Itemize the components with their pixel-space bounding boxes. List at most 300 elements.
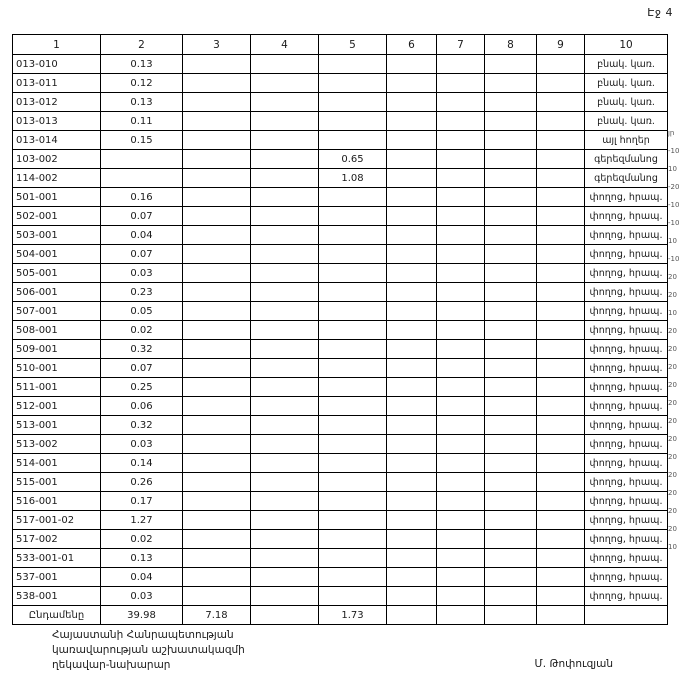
cell-col-3 bbox=[183, 131, 251, 150]
cell-col-6 bbox=[387, 530, 437, 549]
cell-col-4 bbox=[251, 435, 319, 454]
cell-col-2: 0.04 bbox=[101, 226, 183, 245]
cell-col-9 bbox=[537, 74, 585, 93]
cell-col-2: 0.14 bbox=[101, 454, 183, 473]
cell-col-10: փողոց, հրապ. bbox=[585, 454, 668, 473]
cell-col-2: 0.26 bbox=[101, 473, 183, 492]
cell-col-3 bbox=[183, 378, 251, 397]
cell-col-6 bbox=[387, 150, 437, 169]
margin-note: 10 bbox=[668, 543, 677, 551]
cell-col-6 bbox=[387, 245, 437, 264]
cell-col-6 bbox=[387, 492, 437, 511]
cell-col-6 bbox=[387, 568, 437, 587]
cell-col-1: 506-001 bbox=[13, 283, 101, 302]
cell-col-10: փողոց, հրապ. bbox=[585, 473, 668, 492]
cell-col-1: 505-001 bbox=[13, 264, 101, 283]
cell-col-8 bbox=[485, 378, 537, 397]
cell-col-7 bbox=[437, 302, 485, 321]
cell-col-8 bbox=[485, 283, 537, 302]
cell-col-1: 533-001-01 bbox=[13, 549, 101, 568]
signature-block bbox=[52, 628, 245, 673]
table-header-row bbox=[13, 35, 668, 55]
cell-col-3 bbox=[183, 150, 251, 169]
cell-col-9 bbox=[537, 492, 585, 511]
cell-col-4 bbox=[251, 530, 319, 549]
cell-col-2: 0.05 bbox=[101, 302, 183, 321]
margin-note bbox=[668, 52, 691, 70]
cell-col-6 bbox=[387, 340, 437, 359]
margin-note: -10 bbox=[668, 255, 680, 263]
cell-col-2: 0.12 bbox=[101, 74, 183, 93]
cell-col-4 bbox=[251, 112, 319, 131]
table-row bbox=[13, 416, 668, 435]
cell-col-9 bbox=[537, 397, 585, 416]
margin-note: 20 bbox=[668, 273, 677, 281]
cell-col-5 bbox=[319, 378, 387, 397]
cell-col-3 bbox=[183, 188, 251, 207]
cell-col-9 bbox=[537, 587, 585, 606]
margin-note: 10 bbox=[668, 237, 677, 245]
cell-col-3 bbox=[183, 416, 251, 435]
cell-col-1: 013-012 bbox=[13, 93, 101, 112]
cell-col-7 bbox=[437, 226, 485, 245]
cell-col-1: 538-001 bbox=[13, 587, 101, 606]
cell-col-3 bbox=[183, 283, 251, 302]
cell-col-7 bbox=[437, 74, 485, 93]
cell-col-8 bbox=[485, 169, 537, 188]
cell-col-7 bbox=[437, 93, 485, 112]
table-row bbox=[13, 245, 668, 264]
cell-col-1: 114-002 bbox=[13, 169, 101, 188]
cell-col-9 bbox=[537, 359, 585, 378]
cell-col-7 bbox=[437, 473, 485, 492]
cell-col-5: 1.08 bbox=[319, 169, 387, 188]
table-row bbox=[13, 188, 668, 207]
cell-col-6 bbox=[387, 511, 437, 530]
cell-col-1: 517-001-02 bbox=[13, 511, 101, 530]
cell-col-3 bbox=[183, 397, 251, 416]
cell-col-3 bbox=[183, 74, 251, 93]
margin-note: -10 bbox=[668, 201, 680, 209]
cell-col-4 bbox=[251, 264, 319, 283]
cell-col-6 bbox=[387, 207, 437, 226]
table-footer bbox=[13, 606, 668, 625]
cell-col-6 bbox=[387, 416, 437, 435]
cell-col-6 bbox=[387, 321, 437, 340]
cell-col-9 bbox=[537, 416, 585, 435]
cell-col-1: 013-013 bbox=[13, 112, 101, 131]
cell-col-8 bbox=[485, 530, 537, 549]
cell-col-2: 0.03 bbox=[101, 264, 183, 283]
cell-col-10: փողոց, հրապ. bbox=[585, 245, 668, 264]
cell-col-9 bbox=[537, 131, 585, 150]
cell-col-2: 0.15 bbox=[101, 131, 183, 150]
cell-col-8 bbox=[485, 55, 537, 74]
cell-col-8 bbox=[485, 568, 537, 587]
table-row bbox=[13, 359, 668, 378]
margin-note bbox=[668, 70, 691, 88]
cell-col-2: 0.13 bbox=[101, 549, 183, 568]
table-row bbox=[13, 169, 668, 188]
cell-col-1: 502-001 bbox=[13, 207, 101, 226]
cell-col-9 bbox=[537, 55, 585, 74]
cell-col-2 bbox=[101, 150, 183, 169]
cell-col-7 bbox=[437, 131, 485, 150]
total-row bbox=[13, 606, 668, 625]
cell-col-5 bbox=[319, 74, 387, 93]
cell-col-4 bbox=[251, 492, 319, 511]
signer-name: Մ. Թոփուզյան bbox=[534, 658, 613, 670]
cell-col-8 bbox=[485, 587, 537, 606]
cell-col-4 bbox=[251, 226, 319, 245]
margin-note: -10 bbox=[668, 219, 680, 227]
margin-note: յր bbox=[668, 129, 675, 137]
table-row bbox=[13, 568, 668, 587]
cell-col-3 bbox=[183, 549, 251, 568]
cell-col-9 bbox=[537, 169, 585, 188]
cell-col-9 bbox=[537, 435, 585, 454]
cell-col-6 bbox=[387, 74, 437, 93]
cell-col-7 bbox=[437, 207, 485, 226]
table-row bbox=[13, 454, 668, 473]
cell-col-9 bbox=[537, 340, 585, 359]
table-row bbox=[13, 55, 668, 74]
cell-col-8 bbox=[485, 340, 537, 359]
cell-col-3 bbox=[183, 454, 251, 473]
cell-col-3 bbox=[183, 530, 251, 549]
cell-col-4 bbox=[251, 169, 319, 188]
cell-col-7 bbox=[437, 397, 485, 416]
cell-col-2: 0.07 bbox=[101, 245, 183, 264]
cell-col-7 bbox=[437, 264, 485, 283]
cell-col-8 bbox=[485, 245, 537, 264]
cell-col-6 bbox=[387, 454, 437, 473]
cell-col-7 bbox=[437, 511, 485, 530]
cell-col-3 bbox=[183, 207, 251, 226]
cell-col-5 bbox=[319, 454, 387, 473]
table-row bbox=[13, 587, 668, 606]
cell-col-1: 513-002 bbox=[13, 435, 101, 454]
cell-col-2: 0.23 bbox=[101, 283, 183, 302]
cell-col-8 bbox=[485, 492, 537, 511]
table-row bbox=[13, 321, 668, 340]
cell-col-3 bbox=[183, 568, 251, 587]
cell-col-1: 013-014 bbox=[13, 131, 101, 150]
cell-col-6 bbox=[387, 359, 437, 378]
cell-col-2: 0.02 bbox=[101, 321, 183, 340]
cell-col-5 bbox=[319, 473, 387, 492]
margin-note bbox=[668, 34, 691, 52]
cell-col-5 bbox=[319, 397, 387, 416]
margin-note bbox=[668, 106, 691, 124]
cell-col-9 bbox=[537, 112, 585, 131]
cell-col-7 bbox=[437, 454, 485, 473]
cell-col-9 bbox=[537, 454, 585, 473]
margin-note: 10 bbox=[668, 309, 677, 317]
cell-col-8 bbox=[485, 454, 537, 473]
total-col-7 bbox=[437, 606, 485, 625]
column-header-1: 1 bbox=[13, 35, 101, 55]
cell-col-2: 0.32 bbox=[101, 416, 183, 435]
cell-col-10: փողոց, հրապ. bbox=[585, 302, 668, 321]
cell-col-7 bbox=[437, 321, 485, 340]
cell-col-3 bbox=[183, 245, 251, 264]
table-row bbox=[13, 264, 668, 283]
cell-col-3 bbox=[183, 473, 251, 492]
cell-col-1: 514-001 bbox=[13, 454, 101, 473]
cell-col-4 bbox=[251, 511, 319, 530]
margin-note: 20 bbox=[668, 345, 677, 353]
cell-col-10: փողոց, հրապ. bbox=[585, 568, 668, 587]
cell-col-8 bbox=[485, 473, 537, 492]
margin-note: 20 bbox=[668, 471, 677, 479]
signature-line-1: Հայաստանի Հանրապետության bbox=[52, 629, 234, 641]
column-header-9: 9 bbox=[537, 35, 585, 55]
cell-col-8 bbox=[485, 549, 537, 568]
cell-col-9 bbox=[537, 302, 585, 321]
cell-col-5 bbox=[319, 492, 387, 511]
table-body bbox=[13, 55, 668, 606]
cell-col-9 bbox=[537, 245, 585, 264]
cell-col-8 bbox=[485, 264, 537, 283]
table-row bbox=[13, 150, 668, 169]
cell-col-6 bbox=[387, 264, 437, 283]
cell-col-8 bbox=[485, 302, 537, 321]
cell-col-7 bbox=[437, 188, 485, 207]
cell-col-5 bbox=[319, 264, 387, 283]
cell-col-6 bbox=[387, 131, 437, 150]
cell-col-7 bbox=[437, 587, 485, 606]
cell-col-1: 513-001 bbox=[13, 416, 101, 435]
cell-col-5 bbox=[319, 112, 387, 131]
cell-col-4 bbox=[251, 283, 319, 302]
cell-col-9 bbox=[537, 93, 585, 112]
column-header-8: 8 bbox=[485, 35, 537, 55]
cell-col-5: 0.65 bbox=[319, 150, 387, 169]
table-row bbox=[13, 226, 668, 245]
table-row bbox=[13, 397, 668, 416]
cell-col-3 bbox=[183, 340, 251, 359]
cell-col-10: գերեզմանոց bbox=[585, 169, 668, 188]
cell-col-10: այլ հողեր bbox=[585, 131, 668, 150]
cell-col-5 bbox=[319, 55, 387, 74]
cell-col-8 bbox=[485, 74, 537, 93]
cell-col-10: բնակ. կառ. bbox=[585, 93, 668, 112]
cell-col-4 bbox=[251, 55, 319, 74]
cell-col-6 bbox=[387, 378, 437, 397]
cell-col-3 bbox=[183, 55, 251, 74]
cell-col-9 bbox=[537, 530, 585, 549]
cell-col-7 bbox=[437, 530, 485, 549]
cell-col-4 bbox=[251, 359, 319, 378]
cell-col-5 bbox=[319, 188, 387, 207]
cell-col-4 bbox=[251, 473, 319, 492]
cell-col-4 bbox=[251, 93, 319, 112]
table-row bbox=[13, 283, 668, 302]
margin-note bbox=[668, 88, 691, 106]
cell-col-2: 0.07 bbox=[101, 207, 183, 226]
cell-col-3 bbox=[183, 511, 251, 530]
column-header-3: 3 bbox=[183, 35, 251, 55]
cell-col-6 bbox=[387, 188, 437, 207]
cell-col-10: փողոց, հրապ. bbox=[585, 416, 668, 435]
cell-col-4 bbox=[251, 74, 319, 93]
table-header bbox=[13, 35, 668, 55]
cell-col-9 bbox=[537, 321, 585, 340]
margin-note: 20 bbox=[668, 489, 677, 497]
margin-note: 10 bbox=[668, 165, 677, 173]
table-row bbox=[13, 340, 668, 359]
cell-col-8 bbox=[485, 150, 537, 169]
cell-col-1: 103-002 bbox=[13, 150, 101, 169]
cell-col-2: 0.04 bbox=[101, 568, 183, 587]
cell-col-5 bbox=[319, 416, 387, 435]
cell-col-4 bbox=[251, 397, 319, 416]
cell-col-7 bbox=[437, 150, 485, 169]
cell-col-8 bbox=[485, 131, 537, 150]
cell-col-5 bbox=[319, 568, 387, 587]
cell-col-6 bbox=[387, 226, 437, 245]
cell-col-8 bbox=[485, 416, 537, 435]
margin-note: 20 bbox=[668, 417, 677, 425]
cell-col-3 bbox=[183, 321, 251, 340]
column-header-6: 6 bbox=[387, 35, 437, 55]
cell-col-3 bbox=[183, 112, 251, 131]
cell-col-5 bbox=[319, 207, 387, 226]
cell-col-3 bbox=[183, 359, 251, 378]
cell-col-6 bbox=[387, 169, 437, 188]
total-col-5: 1.73 bbox=[319, 606, 387, 625]
cell-col-2: 0.02 bbox=[101, 530, 183, 549]
cell-col-5 bbox=[319, 302, 387, 321]
cell-col-10: փողոց, հրապ. bbox=[585, 530, 668, 549]
cell-col-9 bbox=[537, 549, 585, 568]
cell-col-7 bbox=[437, 55, 485, 74]
cell-col-10: գերեզմանոց bbox=[585, 150, 668, 169]
cell-col-1: 013-010 bbox=[13, 55, 101, 74]
cell-col-2: 1.27 bbox=[101, 511, 183, 530]
cell-col-3 bbox=[183, 435, 251, 454]
cell-col-4 bbox=[251, 587, 319, 606]
cell-col-7 bbox=[437, 359, 485, 378]
cell-col-10: բնակ. կառ. bbox=[585, 55, 668, 74]
column-header-7: 7 bbox=[437, 35, 485, 55]
cell-col-10: փողոց, հրապ. bbox=[585, 435, 668, 454]
margin-note: 20 bbox=[668, 363, 677, 371]
table-row bbox=[13, 435, 668, 454]
cell-col-3 bbox=[183, 302, 251, 321]
cell-col-2: 0.16 bbox=[101, 188, 183, 207]
cell-col-4 bbox=[251, 302, 319, 321]
cell-col-9 bbox=[537, 264, 585, 283]
cell-col-3 bbox=[183, 264, 251, 283]
cell-col-7 bbox=[437, 245, 485, 264]
column-header-2: 2 bbox=[101, 35, 183, 55]
table-row bbox=[13, 207, 668, 226]
cell-col-4 bbox=[251, 131, 319, 150]
cell-col-9 bbox=[537, 283, 585, 302]
margin-note: 20 bbox=[668, 291, 677, 299]
total-col-8 bbox=[485, 606, 537, 625]
cell-col-8 bbox=[485, 112, 537, 131]
cell-col-10: բնակ. կառ. bbox=[585, 74, 668, 93]
margin-note: -10 bbox=[668, 147, 680, 155]
cell-col-8 bbox=[485, 511, 537, 530]
total-col-4 bbox=[251, 606, 319, 625]
cell-col-3 bbox=[183, 587, 251, 606]
cell-col-8 bbox=[485, 188, 537, 207]
cell-col-6 bbox=[387, 112, 437, 131]
cell-col-2: 0.13 bbox=[101, 93, 183, 112]
cell-col-3 bbox=[183, 169, 251, 188]
cell-col-9 bbox=[537, 150, 585, 169]
table-row bbox=[13, 530, 668, 549]
column-header-4: 4 bbox=[251, 35, 319, 55]
cell-col-1: 515-001 bbox=[13, 473, 101, 492]
margin-note: 20 bbox=[668, 435, 677, 443]
cell-col-8 bbox=[485, 359, 537, 378]
margin-note: 20 bbox=[668, 453, 677, 461]
cell-col-4 bbox=[251, 549, 319, 568]
cell-col-5 bbox=[319, 549, 387, 568]
cell-col-7 bbox=[437, 416, 485, 435]
cell-col-4 bbox=[251, 454, 319, 473]
margin-note: 20 bbox=[668, 525, 677, 533]
cell-col-1: 517-002 bbox=[13, 530, 101, 549]
cell-col-6 bbox=[387, 473, 437, 492]
cell-col-5 bbox=[319, 340, 387, 359]
cell-col-10: փողոց, հրապ. bbox=[585, 378, 668, 397]
cell-col-9 bbox=[537, 511, 585, 530]
cell-col-6 bbox=[387, 283, 437, 302]
cell-col-2 bbox=[101, 169, 183, 188]
cell-col-4 bbox=[251, 245, 319, 264]
total-col-3: 7.18 bbox=[183, 606, 251, 625]
table-row bbox=[13, 549, 668, 568]
cell-col-4 bbox=[251, 416, 319, 435]
cell-col-4 bbox=[251, 150, 319, 169]
cell-col-2: 0.07 bbox=[101, 359, 183, 378]
cell-col-9 bbox=[537, 473, 585, 492]
cell-col-5 bbox=[319, 226, 387, 245]
cell-col-1: 516-001 bbox=[13, 492, 101, 511]
table-row bbox=[13, 511, 668, 530]
margin-note: 20 bbox=[668, 381, 677, 389]
cell-col-6 bbox=[387, 435, 437, 454]
cell-col-5 bbox=[319, 530, 387, 549]
margin-note: -20 bbox=[668, 183, 680, 191]
cell-col-4 bbox=[251, 321, 319, 340]
cell-col-2: 0.17 bbox=[101, 492, 183, 511]
cell-col-9 bbox=[537, 188, 585, 207]
signature-line-2: կառավարության աշխատակազմի bbox=[52, 644, 245, 656]
cell-col-5 bbox=[319, 93, 387, 112]
cell-col-4 bbox=[251, 378, 319, 397]
total-col-9 bbox=[537, 606, 585, 625]
total-col-2: 39.98 bbox=[101, 606, 183, 625]
cell-col-1: 537-001 bbox=[13, 568, 101, 587]
table-row bbox=[13, 378, 668, 397]
cell-col-1: 503-001 bbox=[13, 226, 101, 245]
cell-col-3 bbox=[183, 93, 251, 112]
cell-col-1: 512-001 bbox=[13, 397, 101, 416]
cell-col-10: փողոց, հրապ. bbox=[585, 340, 668, 359]
cell-col-10: փողոց, հրապ. bbox=[585, 492, 668, 511]
cell-col-10: բնակ. կառ. bbox=[585, 112, 668, 131]
cell-col-2: 0.06 bbox=[101, 397, 183, 416]
cell-col-1: 511-001 bbox=[13, 378, 101, 397]
cell-col-1: 507-001 bbox=[13, 302, 101, 321]
